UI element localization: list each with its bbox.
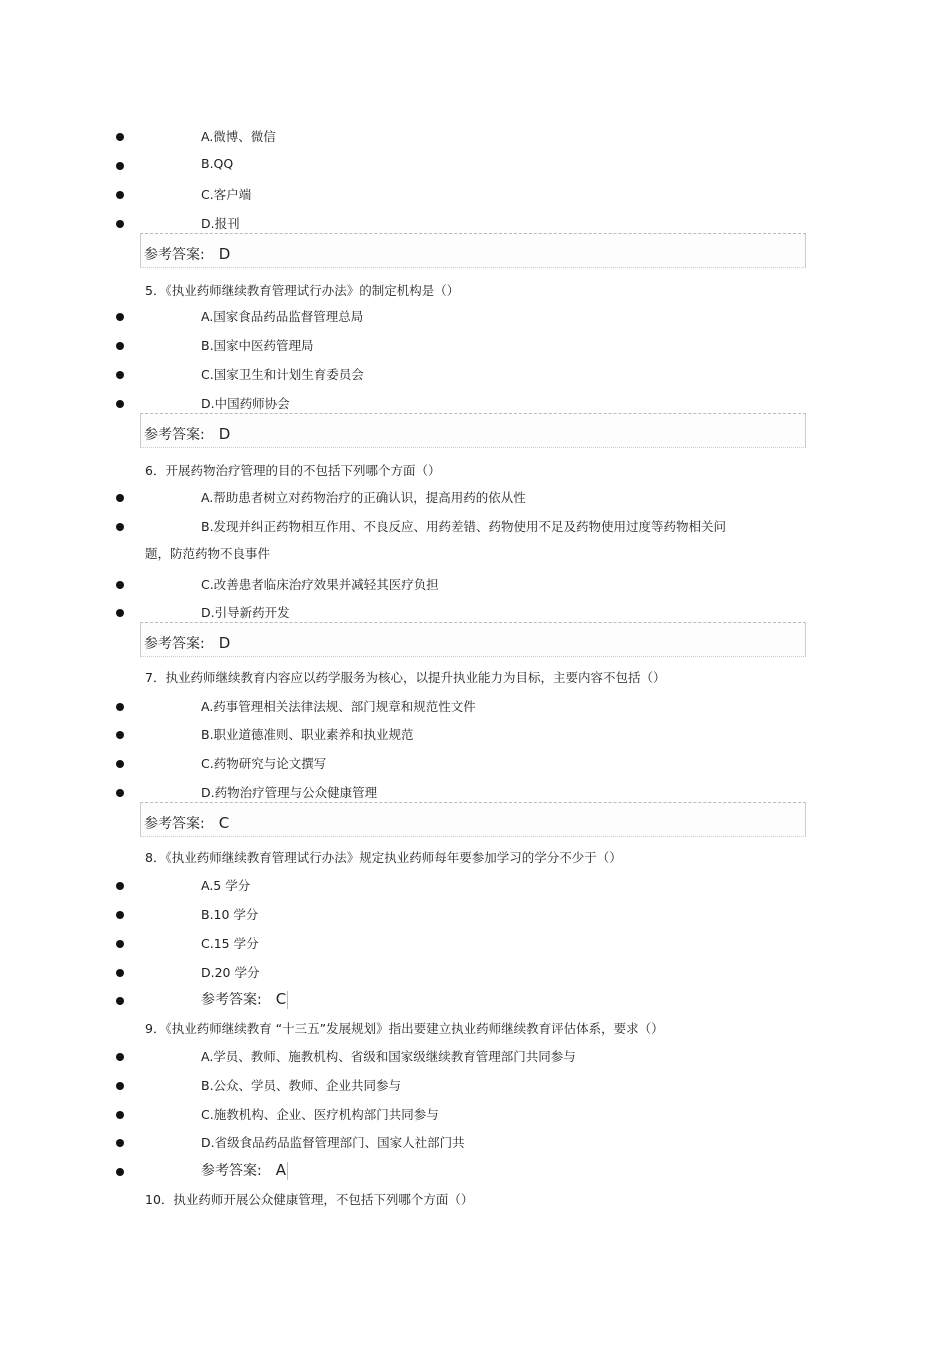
q9-answer-line <box>201 1160 288 1180</box>
answer-label: 参考答案: <box>144 816 205 832</box>
q6-option-b-continuation: 题，防范药物不良事件 <box>145 546 271 561</box>
q7-option-c: C.药物研究与论文撰写 <box>201 756 327 771</box>
q4-answer-box <box>140 233 806 268</box>
answer-label: 参考答案: <box>201 1163 262 1179</box>
q7-option-d: D.药物治疗管理与公众健康管理 <box>201 785 378 800</box>
q9-option-a: A.学员、教师、施教机构、省级和国家级继续教育管理部门共同参与 <box>201 1049 576 1064</box>
q5-option-b: B.国家中医药管理局 <box>201 338 314 353</box>
q9-answer: A <box>275 1161 286 1179</box>
bullet <box>116 400 124 408</box>
bullet <box>116 882 124 890</box>
bullet <box>116 911 124 919</box>
q8-option-d: D.20 学分 <box>201 965 260 980</box>
answer-label: 参考答案: <box>201 992 262 1008</box>
q6-option-d: D.引导新药开发 <box>201 605 290 620</box>
q6-option-a: A.帮助患者树立对药物治疗的正确认识，提高用药的依从性 <box>201 490 526 505</box>
q10-question: 10．执业药师开展公众健康管理，不包括下列哪个方面（） <box>145 1192 474 1207</box>
bullet <box>116 1168 124 1176</box>
q7-option-b: B.职业道德准则、职业素养和执业规范 <box>201 727 414 742</box>
q5-option-a: A.国家食品药品监督管理总局 <box>201 309 364 324</box>
q4-option-b: B.QQ <box>201 156 234 171</box>
q8-question: 8．《执业药师继续教育管理试行办法》规定执业药师每年要参加学习的学分不少于（） <box>145 850 622 865</box>
q8-option-b: B.10 学分 <box>201 907 259 922</box>
bullet <box>116 940 124 948</box>
bullet <box>116 1053 124 1061</box>
bullet <box>116 133 124 141</box>
q7-answer: C <box>218 814 230 832</box>
q8-option-c: C.15 学分 <box>201 936 259 951</box>
bullet <box>116 581 124 589</box>
bullet <box>116 969 124 977</box>
q4-answer: D <box>218 245 231 263</box>
q5-option-d: D.中国药师协会 <box>201 396 290 411</box>
q7-option-a: A.药事管理相关法律法规、部门规章和规范性文件 <box>201 699 476 714</box>
q9-question: 9．《执业药师继续教育 “十三五”发展规划》指出要建立执业药师继续教育评估体系，要求（） <box>145 1021 664 1036</box>
q5-option-c: C.国家卫生和计划生育委员会 <box>201 367 364 382</box>
bullet <box>116 162 124 170</box>
q4-option-c: C.客户端 <box>201 187 252 202</box>
q6-option-b: B.发现并纠正药物相互作用、不良反应、用药差错、药物使用不足及药物使用过度等药物相关问 <box>201 519 727 534</box>
answer-label: 参考答案: <box>144 247 205 263</box>
bullet <box>116 191 124 199</box>
q9-option-d: D.省级食品药品监督管理部门、国家人社部门共 <box>201 1135 465 1150</box>
bullet <box>116 1139 124 1147</box>
q6-option-c: C.改善患者临床治疗效果并减轻其医疗负担 <box>201 577 439 592</box>
q6-question: 6．开展药物治疗管理的目的不包括下列哪个方面（） <box>145 463 441 478</box>
q4-option-d: D.报刊 <box>201 216 240 231</box>
bullet <box>116 760 124 768</box>
q6-answer: D <box>218 634 231 652</box>
bullet <box>116 609 124 617</box>
q7-answer-box <box>140 802 806 837</box>
q5-question: 5．《执业药师继续教育管理试行办法》的制定机构是（） <box>145 283 460 298</box>
q9-option-c: C.施教机构、企业、医疗机构部门共同参与 <box>201 1107 439 1122</box>
bullet <box>116 523 124 531</box>
bullet <box>116 494 124 502</box>
bullet <box>116 731 124 739</box>
q5-answer: D <box>218 425 231 443</box>
bullet <box>116 1082 124 1090</box>
q9-option-b: B.公众、学员、教师、企业共同参与 <box>201 1078 402 1093</box>
q8-answer: C <box>275 990 287 1008</box>
q6-answer-box <box>140 622 806 657</box>
bullet <box>116 997 124 1005</box>
bullet <box>116 342 124 350</box>
answer-label: 参考答案: <box>144 636 205 652</box>
bullet <box>116 703 124 711</box>
q7-question: 7．执业药师继续教育内容应以药学服务为核心，以提升执业能力为目标，主要内容不包括（） <box>145 670 666 685</box>
bullet <box>116 220 124 228</box>
bullet <box>116 371 124 379</box>
answer-label: 参考答案: <box>144 427 205 443</box>
bullet <box>116 789 124 797</box>
q5-answer-box <box>140 413 806 448</box>
q4-option-a: A.微博、微信 <box>201 129 276 144</box>
q8-answer-line <box>201 989 288 1009</box>
q8-option-a: A.5 学分 <box>201 878 251 893</box>
bullet <box>116 1111 124 1119</box>
bullet <box>116 313 124 321</box>
